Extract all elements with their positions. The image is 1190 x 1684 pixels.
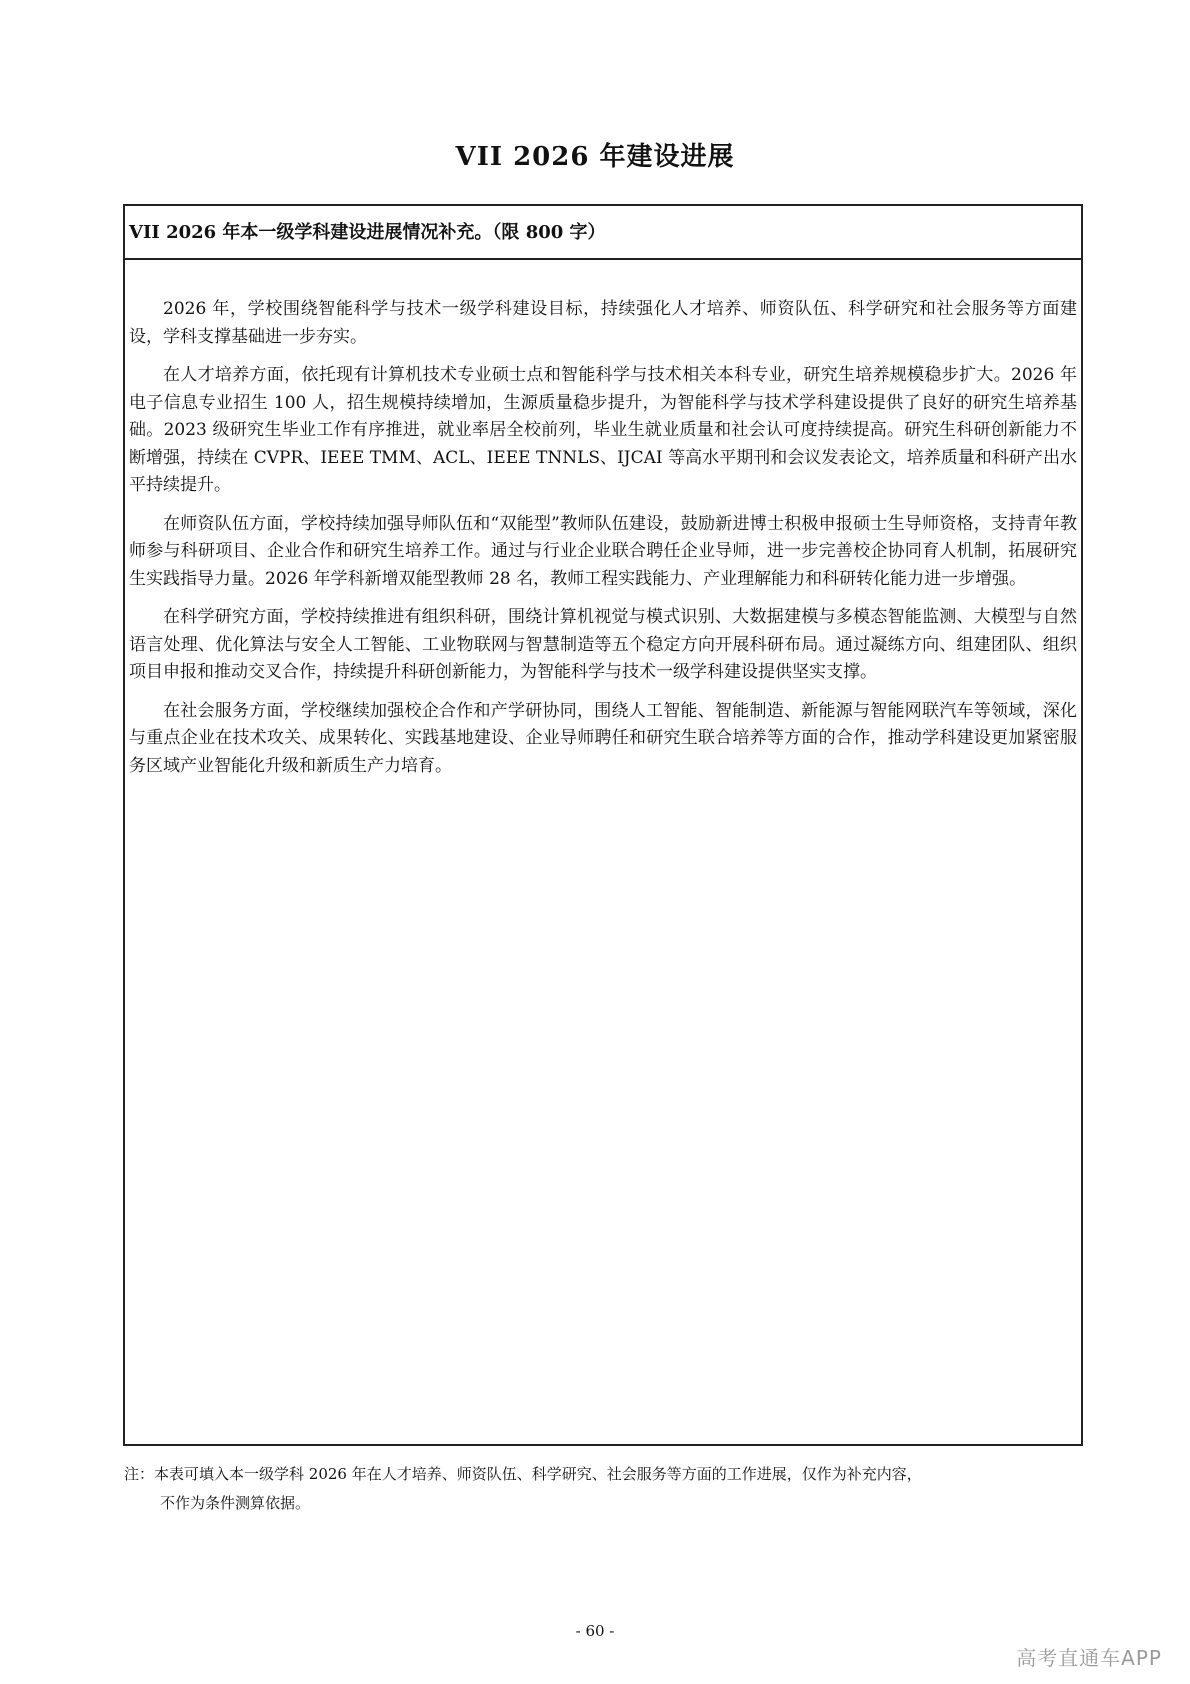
footnote-line-2: 不作为条件测算依据。	[160, 1494, 311, 1512]
page-title: VII 2026 年建设进展	[455, 142, 735, 172]
watermark: 高考直通车APP	[1016, 1646, 1162, 1670]
page-number: - 60 -	[575, 1622, 615, 1640]
paragraph-research: 在科学研究方面，学校持续推进有组织科研，围绕计算机视觉与模式识别、大数据建模与多模态智能监测、大模型与自然语言处理、优化算法与安全人工智能、工业物联网与智慧制造等五个稳定方向开展科研布局。通过凝练方向、组建团队、组织项目申报和推动交叉合作，持续提升科研创新能力，为智能科学与技术一级学科建设提供坚实支撑。	[129, 607, 1077, 682]
paragraph-social-service: 在社会服务方面，学校继续加强校企合作和产学研协同，围绕人工智能、智能制造、新能源与智能网联汽车等领域，深化与重点企业在技术攻关、成果转化、实践基地建设、企业导师聘任和研究生联合培养等方面的合作，推动学科建设更加紧密服务区域产业智能化升级和新质生产力培育。	[129, 700, 1077, 776]
paragraph-overview: 2026 年，学校围绕智能科学与技术一级学科建设目标，持续强化人才培养、师资队伍、科学研究和社会服务等方面建设，学科支撑基础进一步夯实。	[129, 299, 1077, 347]
paragraph-faculty: 在师资队伍方面，学校持续加强导师队伍和“双能型”教师队伍建设，鼓励新进博士积极申报硕士生导师资格，支持青年教师参与科研项目、企业合作和研究生培养工作。通过与行业企业联合聘任企业导师，进一步完善校企协同育人机制，拓展研究生实践指导力量。2026 年学科新增双能型教师 28 名，教师工程实践能力、产业理解能力和科研转化能力进一步增强。	[129, 513, 1077, 589]
section-body	[125, 260, 1081, 780]
footnote-line-1: 注：本表可填入本一级学科 2026 年在人才培养、师资队伍、科学研究、社会服务等方面的工作进展，仅作为补充内容，	[124, 1465, 922, 1483]
section-header: VII 2026 年本一级学科建设进展情况补充。（限 800 字）	[125, 206, 1081, 260]
footnote	[124, 1460, 1084, 1518]
paragraph-talent-cultivation: 在人才培养方面，依托现有计算机技术专业硕士点和智能科学与技术相关本科专业，研究生培养规模稳步扩大。2026 年电子信息专业招生 100 人，招生规模持续增加，生源质量稳步提升，为智能科学与技术学科建设提供了良好的研究生培养基础。2023 级研究生毕业工作有序推进，就业率居全校前列，毕业生就业质量和社会认可度持续提高。研究生科研创新能力不断增强，持续在 CVPR、IEEE TMM、ACL、IEEE TNNLS、IJCAI 等高水平期刊和会议发表论文，培养质量和科研产出水平持续提升。	[129, 365, 1077, 495]
progress-table	[123, 204, 1083, 1446]
